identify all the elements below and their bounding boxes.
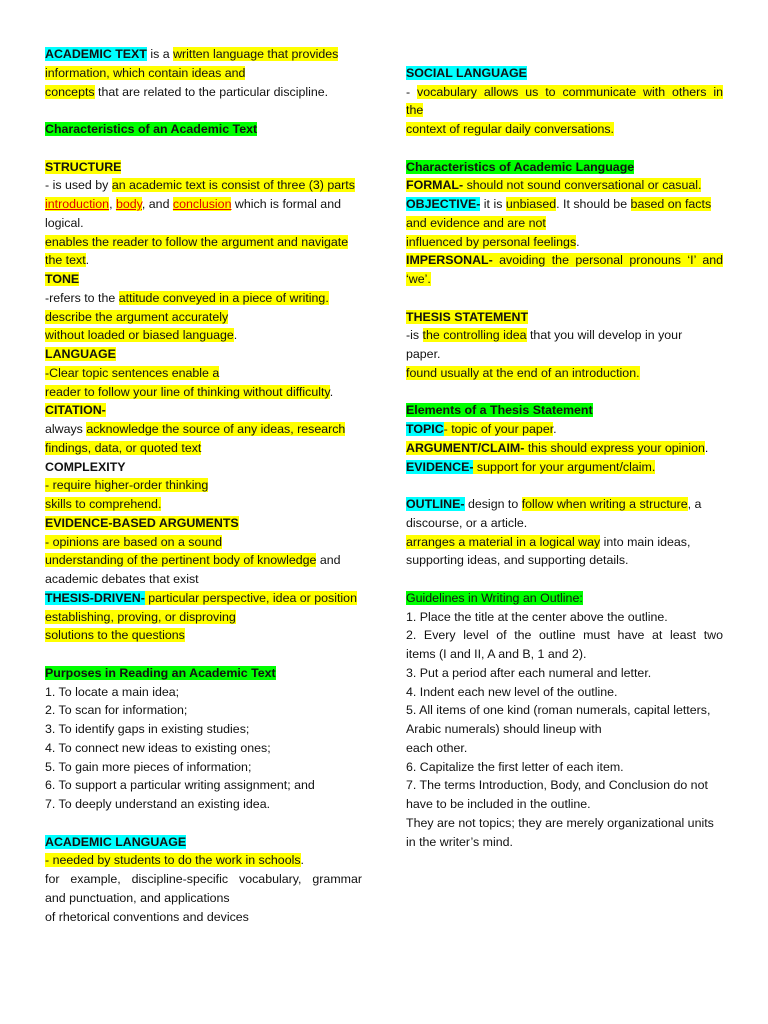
text-segment: it is bbox=[480, 197, 506, 211]
text-segment: written language that provides bbox=[173, 47, 339, 61]
text-line bbox=[406, 739, 723, 758]
text-segment: ACADEMIC TEXT bbox=[45, 47, 147, 61]
text-segment: -refers to the bbox=[45, 290, 119, 305]
text-segment: 1. Place the title at the center above the outline. bbox=[406, 609, 668, 624]
text-segment: vocabulary allows us to communicate with others in bbox=[417, 84, 723, 99]
text-line bbox=[406, 758, 723, 777]
text-line bbox=[406, 833, 723, 852]
text-segment: findings, data, or quoted text bbox=[45, 440, 202, 455]
text-line bbox=[406, 458, 723, 477]
text-segment: should not sound conversational or casual. bbox=[463, 178, 702, 193]
text-line bbox=[45, 533, 362, 552]
text-line bbox=[45, 64, 362, 83]
text-line bbox=[45, 514, 362, 533]
text-segment: Arabic numerals) should lineup with bbox=[406, 722, 602, 736]
text-line bbox=[45, 795, 362, 814]
text-line bbox=[45, 851, 362, 870]
text-line bbox=[45, 833, 362, 852]
text-line bbox=[406, 551, 723, 570]
text-line bbox=[406, 608, 723, 627]
text-line bbox=[406, 345, 723, 364]
text-segment: introduction bbox=[45, 197, 110, 211]
blank-line bbox=[406, 45, 723, 64]
text-segment: 6. To support a particular writing assignment; and bbox=[45, 778, 315, 793]
text-line bbox=[45, 664, 362, 683]
text-segment: ARGUMENT/CLAIM- bbox=[406, 440, 525, 455]
text-segment: 4. Indent each new level of the outline. bbox=[406, 684, 618, 699]
text-segment: EVIDENCE-BASED ARGUMENTS bbox=[45, 515, 239, 530]
text-segment: ACADEMIC LANGUAGE bbox=[45, 834, 187, 849]
blank-line bbox=[406, 289, 723, 308]
text-segment: CITATION- bbox=[45, 403, 106, 418]
text-line bbox=[45, 739, 362, 758]
text-segment: the text bbox=[45, 253, 86, 268]
text-segment: 6. Capitalize the first letter of each item. bbox=[406, 759, 624, 774]
text-line bbox=[45, 364, 362, 383]
text-segment: . bbox=[576, 234, 580, 249]
text-segment: 7. The terms Introduction, Body, and Conclusion do not bbox=[406, 778, 708, 793]
text-line bbox=[45, 758, 362, 777]
text-segment: follow when writing a structure bbox=[521, 497, 688, 511]
text-segment: , bbox=[109, 197, 116, 211]
text-segment: 3. Put a period after each numeral and letter. bbox=[406, 665, 652, 680]
text-segment: IMPERSONAL- bbox=[406, 253, 493, 268]
text-segment: 5. All items of one kind (roman numerals, capital letters, bbox=[406, 703, 711, 718]
text-line bbox=[45, 45, 362, 64]
blank-line bbox=[45, 645, 362, 664]
text-segment: based on facts bbox=[630, 197, 712, 211]
blank-line bbox=[406, 383, 723, 402]
text-segment: THESIS STATEMENT bbox=[406, 309, 529, 324]
text-segment: SOCIAL LANGUAGE bbox=[406, 65, 527, 80]
text-segment: THESIS-DRIVEN- bbox=[45, 590, 145, 605]
text-line bbox=[45, 683, 362, 702]
text-segment: -Clear topic sentences enable a bbox=[45, 365, 220, 380]
text-line bbox=[45, 251, 362, 270]
text-segment: paper. bbox=[406, 347, 441, 361]
text-line bbox=[406, 664, 723, 683]
text-line bbox=[45, 195, 362, 214]
text-segment: 3. To identify gaps in existing studies; bbox=[45, 722, 250, 736]
text-segment: acknowledge the source of any ideas, research bbox=[86, 422, 346, 436]
text-segment: found usually at the end of an introduction. bbox=[406, 365, 640, 380]
text-segment: . bbox=[300, 853, 304, 868]
text-segment: TONE bbox=[45, 272, 80, 286]
text-segment: unbiased bbox=[505, 197, 557, 211]
blank-line bbox=[45, 101, 362, 120]
text-segment: 2. Every level of the outline must have at least two bbox=[406, 628, 723, 643]
text-segment: LANGUAGE bbox=[45, 347, 116, 361]
text-line bbox=[45, 83, 362, 102]
text-segment: and punctuation, and applications bbox=[45, 890, 230, 905]
text-segment: body bbox=[115, 197, 142, 211]
blank-line bbox=[406, 139, 723, 158]
text-line bbox=[45, 495, 362, 514]
text-segment: context of regular daily conversations. bbox=[406, 122, 614, 136]
text-line bbox=[45, 439, 362, 458]
text-segment: 2. To scan for information; bbox=[45, 703, 188, 718]
text-line bbox=[406, 420, 723, 439]
text-segment: support for your argument/claim. bbox=[473, 459, 656, 474]
text-segment: Guidelines in Writing an Outline: bbox=[406, 590, 583, 605]
text-segment: always bbox=[45, 422, 87, 436]
text-line bbox=[45, 383, 362, 402]
text-segment: avoiding the personal pronouns ‘I’ and bbox=[492, 253, 723, 268]
text-segment: in the writer’s mind. bbox=[406, 834, 513, 849]
text-segment: , and bbox=[141, 197, 173, 211]
text-segment: influenced by personal feelings bbox=[406, 234, 577, 249]
text-segment: . bbox=[553, 422, 557, 436]
blank-line bbox=[45, 814, 362, 833]
text-line bbox=[406, 495, 723, 514]
text-line bbox=[45, 720, 362, 739]
text-segment: that you will develop in your bbox=[526, 328, 683, 343]
text-line bbox=[406, 101, 723, 120]
right-column bbox=[406, 45, 723, 851]
text-segment: understanding of the pertinent body of knowledge bbox=[45, 553, 317, 568]
blank-line bbox=[45, 139, 362, 158]
text-line bbox=[45, 401, 362, 420]
text-segment: and evidence and are not bbox=[406, 215, 546, 230]
text-segment: information, which contain ideas and bbox=[45, 65, 246, 80]
text-line bbox=[45, 701, 362, 720]
text-line bbox=[406, 83, 723, 102]
text-line bbox=[45, 551, 362, 570]
text-line bbox=[45, 570, 362, 589]
text-line bbox=[406, 814, 723, 833]
text-segment: FORMAL- bbox=[406, 178, 464, 193]
text-line bbox=[45, 270, 362, 289]
text-line bbox=[45, 870, 362, 889]
text-line bbox=[406, 795, 723, 814]
text-segment: supporting ideas, and supporting details. bbox=[406, 553, 629, 568]
blank-line bbox=[406, 476, 723, 495]
text-line bbox=[406, 701, 723, 720]
text-line bbox=[406, 64, 723, 83]
text-segment: . It should be bbox=[556, 197, 631, 211]
text-segment: the bbox=[406, 103, 424, 118]
text-segment: They are not topics; they are merely organizational units bbox=[406, 815, 714, 830]
text-segment: concepts bbox=[45, 84, 95, 99]
text-segment: TOPIC bbox=[406, 422, 444, 436]
text-line bbox=[406, 626, 723, 645]
text-line bbox=[406, 326, 723, 345]
text-line bbox=[45, 458, 362, 477]
text-line bbox=[406, 364, 723, 383]
text-segment: - bbox=[406, 84, 418, 99]
text-segment: this should express your opinion bbox=[524, 440, 705, 455]
text-line bbox=[45, 476, 362, 495]
text-segment: OBJECTIVE- bbox=[406, 197, 481, 211]
text-segment: without loaded or biased language bbox=[45, 328, 234, 343]
text-line bbox=[45, 589, 362, 608]
text-segment: skills to comprehend. bbox=[45, 497, 162, 511]
text-line bbox=[406, 214, 723, 233]
text-segment: solutions to the questions bbox=[45, 628, 185, 643]
text-segment: - require higher-order thinking bbox=[45, 478, 209, 493]
text-line bbox=[45, 176, 362, 195]
text-line bbox=[45, 233, 362, 252]
text-segment: OUTLINE- bbox=[406, 497, 465, 511]
text-segment: COMPLEXITY bbox=[45, 459, 126, 474]
text-segment: 4. To connect new ideas to existing ones; bbox=[45, 740, 271, 755]
text-line bbox=[406, 514, 723, 533]
text-segment: have to be included in the outline. bbox=[406, 797, 591, 811]
text-segment: - opinions are based on a sound bbox=[45, 534, 223, 549]
text-segment: -is bbox=[406, 328, 423, 343]
text-line bbox=[45, 345, 362, 364]
text-line bbox=[406, 176, 723, 195]
text-segment: - topic of your paper bbox=[443, 422, 554, 436]
text-segment: arranges a material in a logical way bbox=[406, 534, 601, 549]
text-segment: STRUCTURE bbox=[45, 159, 122, 174]
text-line bbox=[406, 589, 723, 608]
text-segment: Elements of a Thesis Statement bbox=[406, 403, 593, 418]
text-segment: items (I and II, A and B, 1 and 2). bbox=[406, 647, 587, 661]
text-segment: particular perspective, idea or position bbox=[144, 590, 357, 605]
text-line bbox=[406, 251, 723, 270]
text-segment: . bbox=[704, 440, 709, 455]
text-line bbox=[406, 439, 723, 458]
text-line bbox=[45, 120, 362, 139]
text-line bbox=[45, 326, 362, 345]
text-line bbox=[45, 889, 362, 908]
text-segment: . bbox=[85, 253, 90, 268]
text-line bbox=[45, 776, 362, 795]
text-line bbox=[406, 645, 723, 664]
text-line bbox=[406, 158, 723, 177]
text-segment: an academic text is consist of three (3) parts bbox=[111, 178, 355, 193]
text-segment: Characteristics of an Academic Text bbox=[45, 122, 258, 136]
text-line bbox=[45, 908, 362, 927]
text-segment: Purposes in Reading an Academic Text bbox=[45, 665, 276, 680]
text-segment: is a bbox=[146, 47, 174, 61]
text-line bbox=[406, 308, 723, 327]
text-segment: establishing, proving, or disproving bbox=[45, 609, 236, 624]
text-segment: 5. To gain more pieces of information; bbox=[45, 759, 252, 774]
text-line bbox=[45, 214, 362, 233]
text-line bbox=[45, 158, 362, 177]
text-segment: Characteristics of Academic Language bbox=[406, 159, 635, 174]
text-line bbox=[406, 533, 723, 552]
text-segment: attitude conveyed in a piece of writing. bbox=[118, 290, 329, 305]
text-segment: discourse, or a article. bbox=[406, 515, 528, 530]
text-segment: and bbox=[316, 553, 341, 568]
text-segment: EVIDENCE- bbox=[406, 459, 474, 474]
text-segment: reader to follow your line of thinking without difficulty bbox=[45, 384, 330, 399]
text-line bbox=[45, 420, 362, 439]
text-segment: for example, discipline-specific vocabulary, grammar bbox=[45, 872, 362, 886]
text-line bbox=[406, 270, 723, 289]
text-segment: that are related to the particular discipline. bbox=[94, 84, 329, 99]
text-segment: , a bbox=[687, 497, 702, 511]
text-line bbox=[406, 683, 723, 702]
text-segment: conclusion bbox=[172, 197, 232, 211]
text-segment: which is formal and bbox=[231, 197, 341, 211]
text-segment: each other. bbox=[406, 740, 468, 755]
text-segment: academic debates that exist bbox=[45, 572, 199, 586]
text-segment: logical. bbox=[45, 215, 84, 230]
text-segment: 1. To locate a main idea; bbox=[45, 684, 180, 699]
blank-line bbox=[406, 570, 723, 589]
text-line bbox=[45, 608, 362, 627]
text-segment: design to bbox=[464, 497, 522, 511]
text-line bbox=[406, 776, 723, 795]
text-segment: ‘we’. bbox=[406, 272, 431, 286]
text-segment: 7. To deeply understand an existing idea. bbox=[45, 797, 271, 811]
text-line bbox=[406, 195, 723, 214]
text-line bbox=[45, 626, 362, 645]
text-line bbox=[45, 289, 362, 308]
text-line bbox=[406, 233, 723, 252]
left-column bbox=[45, 45, 362, 926]
text-segment: the controlling idea bbox=[422, 328, 527, 343]
text-segment: describe the argument accurately bbox=[45, 309, 229, 324]
text-line bbox=[406, 401, 723, 420]
text-segment: . bbox=[233, 328, 238, 343]
text-segment: enables the reader to follow the argument and navigate bbox=[45, 234, 349, 249]
text-segment: - is used by bbox=[45, 178, 112, 193]
text-segment: of rhetorical conventions and devices bbox=[45, 909, 249, 924]
text-line bbox=[406, 720, 723, 739]
text-segment: - needed by students to do the work in schools bbox=[45, 853, 301, 868]
text-segment: . bbox=[329, 384, 334, 399]
text-line bbox=[406, 120, 723, 139]
text-segment: into main ideas, bbox=[600, 534, 691, 549]
text-line bbox=[45, 308, 362, 327]
